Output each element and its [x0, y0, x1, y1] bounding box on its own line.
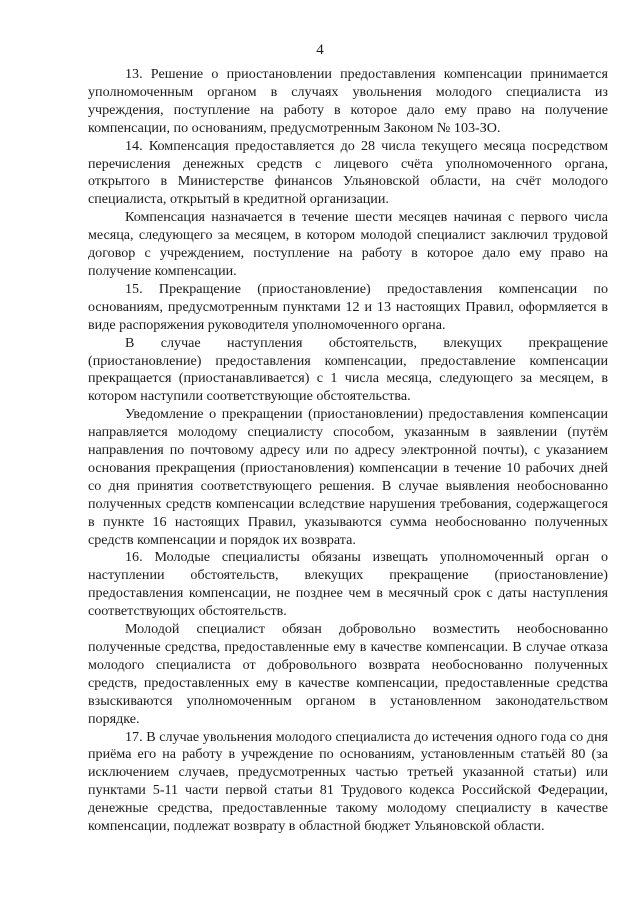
paragraph-15: 15. Прекращение (приостановление) предоставления компенсации по основаниям, предусмотренным пунктами 12 и 13 настоящих Правил, оформляется в виде распоряжения руководителя уполномоченного органа.	[88, 280, 608, 333]
paragraph-16: 16. Молодые специалисты обязаны извещать уполномоченный орган о наступлении обстоятельств, влекущих прекращение (приостановление) предоставления компенсации, не позднее чем в месячный срок с даты наступления соответствующих обстоятельств.	[88, 549, 608, 620]
paragraph-15-termination: В случае наступления обстоятельств, влекущих прекращение (приостановление) предоставления компенсации, предоставление компенсации прекращается (приостанавливается) с 1 числа месяца, следующего за месяцем, в котором наступили соответствующие обстоятельства.	[88, 334, 608, 405]
paragraph-15-notification: Уведомление о прекращении (приостановлении) предоставления компенсации направляется молодому специалисту способом, указанным в заявлении (путём направления по почтовому адресу или по адресу электронной почты), с указанием основания прекращения (приостановления) компенсации в течение 10 рабочих дней со дня принятия соответствующего решения. В случае выявления необоснованно полученных средств компенсации вследствие нарушения требования, содержащегося в пункте 16 настоящих Правил, указываются сумма необоснованно полученных средств компенсации и порядок их возврата.	[88, 406, 608, 548]
paragraph-17: 17. В случае увольнения молодого специалиста до истечения одного года со дня приёма его на работу в учреждение по основаниям, установленным статьёй 80 (за исключением случаев, предусмотренных частью третьей указанной статьи) или пунктами 5-11 части первой статьи 81 Трудового кодекса Российской Федерации, денежные средства, предоставленные такому молодому специалисту в качестве компенсации, подлежат возврату в областной бюджет Ульяновской области.	[88, 728, 608, 835]
paragraph-16-refund: Молодой специалист обязан добровольно возместить необоснованно полученные средства, предоставленные ему в качестве компенсации. В случае отказа молодого специалиста от добровольного возврата необоснованно полученных средств, предоставленных ему в качестве компенсации, предоставленные средства взыскиваются уполномоченным органом в установленном законодательством порядке.	[88, 621, 608, 727]
document-body	[88, 66, 608, 836]
paragraph-14: 14. Компенсация предоставляется до 28 числа текущего месяца посредством перечисления денежных средств с лицевого счёта уполномоченного органа, открытого в Министерстве финансов Ульяновской области, на счёт молодого специалиста, открытый в кредитной организации.	[88, 137, 608, 208]
page-number: 4	[316, 42, 324, 58]
paragraph-14-continued: Компенсация назначается в течение шести месяцев начиная с первого числа месяца, следующего за месяцем, в котором молодой специалист заключил трудовой договор с учреждением, поступление на работу в которое дало ему право на получение компенсации.	[88, 209, 608, 279]
paragraph-13: 13. Решение о приостановлении предоставления компенсации принимается уполномоченным органом в случаях увольнения молодого специалиста из учреждения, поступление на работу в которое дало ему право на получение компенсации, по основаниям, предусмотренным Законом № 103-ЗО.	[88, 66, 608, 136]
